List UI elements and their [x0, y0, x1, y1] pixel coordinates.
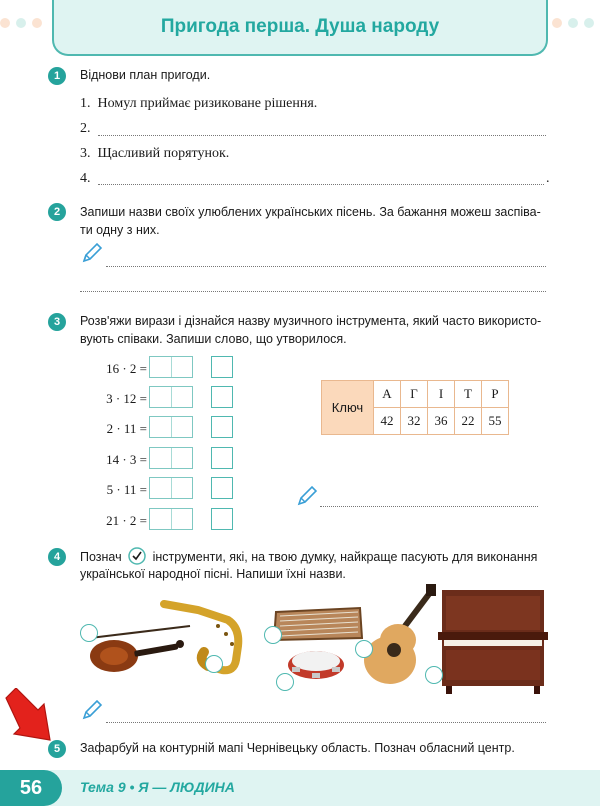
select-tambourine-checkbox[interactable] [276, 673, 294, 691]
letter-box-5[interactable] [211, 477, 233, 499]
answer-line-instruments[interactable] [106, 722, 546, 723]
key-table [321, 380, 509, 435]
key-value: 36 [428, 408, 455, 435]
key-letter: Т [455, 381, 482, 408]
answer-line-songs-1[interactable] [106, 266, 546, 267]
key-letter: Р [482, 381, 509, 408]
task4-line2: української народної пісні. Напиши їхні назви. [80, 567, 346, 581]
answer-boxes-4[interactable] [149, 447, 193, 469]
answer-line-songs-2[interactable] [80, 291, 546, 292]
key-value: 22 [455, 408, 482, 435]
letter-box-1[interactable] [211, 356, 233, 378]
task1-prompt: Віднови план пригоди. [80, 68, 211, 82]
task2-line2: ти одну з них. [80, 223, 160, 237]
expression-6: 21 · 2 = [106, 513, 147, 528]
task-number-4: 4 [48, 548, 66, 566]
letter-box-2[interactable] [211, 386, 233, 408]
expression-2: 3 · 12 = [106, 391, 147, 406]
select-zither-checkbox[interactable] [264, 626, 282, 644]
plan-item-number: 1. [80, 96, 91, 111]
title-banner [52, 0, 548, 56]
task3-line1: Розв'яжи вирази і дізнайся назву музичного інструмента, який часто використо- [80, 314, 542, 328]
key-letter: Г [401, 381, 428, 408]
plan-item-text: Щасливий порятунок. [97, 146, 230, 161]
key-label: Ключ [322, 381, 374, 435]
answer-line-word[interactable] [320, 506, 538, 507]
key-value: 55 [482, 408, 509, 435]
expression-4: 14 · 3 = [106, 452, 147, 467]
select-piano-checkbox[interactable] [425, 666, 443, 684]
answer-line-plan-4[interactable] [98, 184, 544, 185]
task4-text-a: Познач [80, 550, 122, 564]
task-number-3: 3 [48, 313, 66, 331]
select-violin-checkbox[interactable] [80, 624, 98, 642]
expression-5: 5 · 11 = [106, 482, 147, 497]
answer-boxes-5[interactable] [149, 477, 193, 499]
plan-item-number: 3. [80, 146, 91, 161]
task5-text: Зафарбуй на контурній мапі Чернівецьку область. Познач обласний центр. [80, 741, 515, 755]
plan-item-text: Номул приймає ризиковане рішення. [97, 96, 318, 111]
expression-1: 16 · 2 = [106, 361, 147, 376]
task3-line2: вують співаки. Запиши слово, що утворилося. [80, 332, 347, 346]
plan-item-number: 2. [80, 121, 91, 136]
footer-topic: Тема 9 • Я — ЛЮДИНА [80, 779, 235, 795]
decor-dots-right [552, 18, 600, 28]
zither-image [270, 604, 366, 644]
pencil-icon [295, 484, 319, 508]
select-guitar-checkbox[interactable] [355, 640, 373, 658]
task4-text-b: інструменти, які, на твою думку, найкраще пасують для виконання [152, 550, 538, 564]
red-arrow-icon [4, 688, 54, 744]
task-number-1: 1 [48, 67, 66, 85]
letter-box-6[interactable] [211, 508, 233, 530]
answer-boxes-2[interactable] [149, 386, 193, 408]
page-title: Пригода перша. Душа народу [160, 16, 440, 37]
plan-item-2 [80, 121, 91, 137]
check-circle-icon [128, 547, 146, 565]
plan-item-4 [80, 171, 91, 187]
plan-end-mark: . [546, 171, 550, 186]
decor-dots-left [0, 18, 48, 28]
key-letter: І [428, 381, 455, 408]
answer-boxes-1[interactable] [149, 356, 193, 378]
answer-boxes-6[interactable] [149, 508, 193, 530]
key-value: 42 [374, 408, 401, 435]
key-value: 32 [401, 408, 428, 435]
task-number-5: 5 [48, 740, 66, 758]
task4-line1 [80, 547, 548, 567]
expression-3: 2 · 11 = [106, 421, 147, 436]
select-saxophone-checkbox[interactable] [205, 655, 223, 673]
answer-boxes-3[interactable] [149, 416, 193, 438]
letter-box-4[interactable] [211, 447, 233, 469]
plan-item-number: 4. [80, 171, 91, 186]
letter-box-3[interactable] [211, 416, 233, 438]
piano-image [432, 588, 548, 694]
pencil-icon [80, 698, 104, 722]
pencil-icon [80, 241, 104, 265]
task2-line1: Запиши назви своїх улюблених українських пісень. За бажання можеш заспіва- [80, 205, 541, 219]
page-number: 56 [0, 770, 62, 806]
plan-item-1 [80, 96, 317, 112]
plan-item-3 [80, 146, 229, 162]
answer-line-plan-2[interactable] [98, 135, 546, 136]
task-number-2: 2 [48, 203, 66, 221]
key-letter: А [374, 381, 401, 408]
